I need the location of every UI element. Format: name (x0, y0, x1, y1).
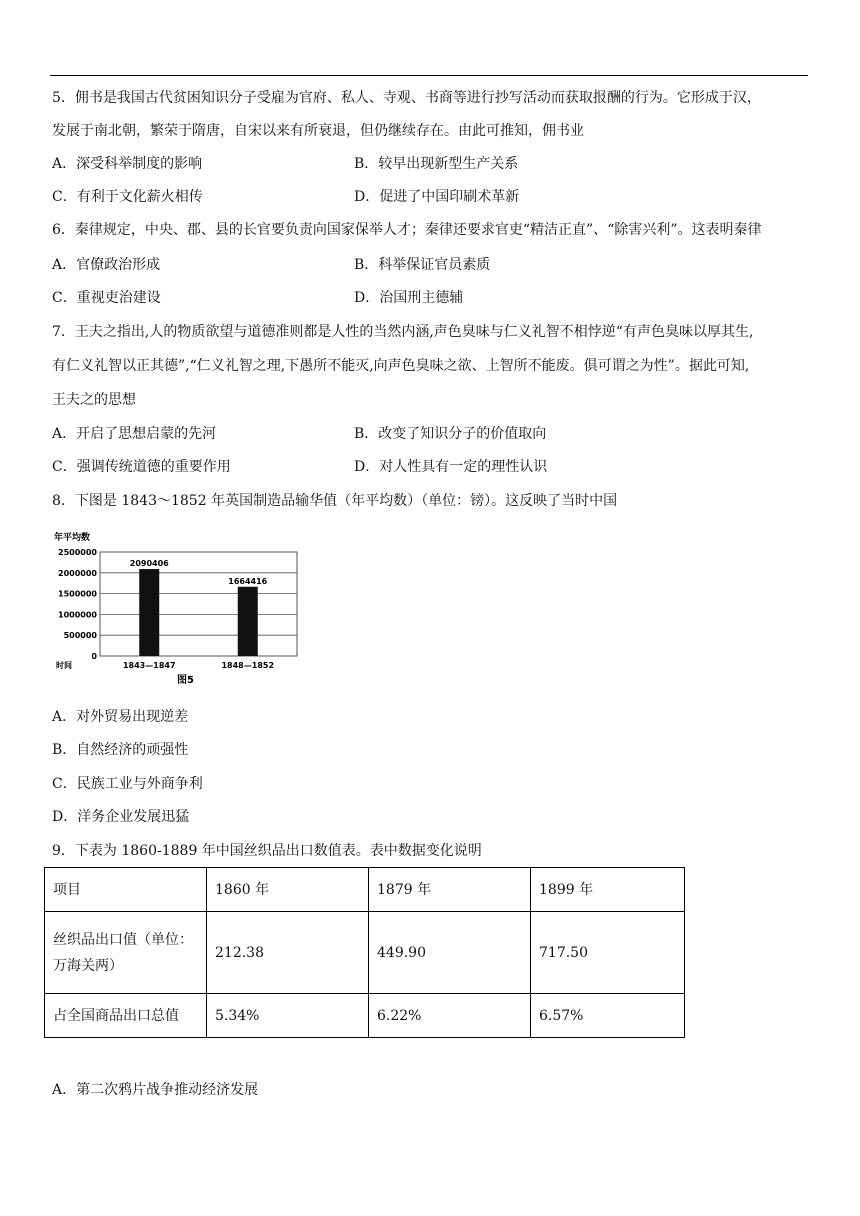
header-rule (50, 75, 808, 76)
table-row (45, 994, 685, 1038)
q5-stem-line1: 5．佣书是我国古代贫困知识分子受雇为官府、私人、寺观、书商等进行抄写活动而获取报酬的行为。它形成于汉， (52, 90, 761, 106)
table-cell: 212.38 (207, 912, 369, 994)
q7-option-b: B．改变了知识分子的价值取向 (354, 426, 547, 442)
chart-value-label: 1664416 (228, 576, 268, 586)
table-cell: 6.57% (531, 994, 685, 1038)
q5-option-c: C．有利于文化薪火相传 (52, 189, 203, 205)
table-row-label (45, 912, 207, 994)
q7-stem-line1: 7．王夫之指出,人的物质欲望与道德准则都是人性的当然内涵,声色臭味与仁义礼智不相悖逆“有声色臭味以厚其生, (52, 324, 754, 340)
q6-option-a: A．官僚政治形成 (52, 257, 161, 273)
table-header-cell: 1899 年 (531, 868, 685, 912)
chart-value-label: 2090406 (129, 559, 169, 569)
q7-stem-line2: 有仁义礼智以正其德”,“仁义礼智之理,下愚所不能灭,向声色臭味之欲、上智所不能废。俱可谓之为性”。据此可知, (52, 358, 750, 374)
q8-option-c: C．民族工业与外商争利 (52, 776, 203, 792)
table-row-label: 占全国商品出口总值 (45, 994, 207, 1038)
table-cell: 717.50 (531, 912, 685, 994)
table-header-cell: 1860 年 (207, 868, 369, 912)
q5-option-b: B．较早出现新型生产关系 (354, 156, 519, 172)
q8-option-b: B．自然经济的顽强性 (52, 742, 189, 758)
q6-stem-line1: 6．秦律规定，中央、郡、县的长官要负责向国家保举人才；秦律还要求官吏“精洁正直”、“除害兴利”。这表明秦律 (52, 222, 762, 238)
chart-category-label: 1843—1847 (122, 661, 176, 670)
silk-export-table (44, 867, 685, 1038)
chart-caption: 图5 (177, 675, 194, 686)
chart-bar (238, 587, 258, 656)
chart-ytick-label: 2500000 (58, 548, 97, 557)
table-cell: 6.22% (369, 994, 531, 1038)
chart-ytick-label: 0 (91, 652, 97, 661)
table-cell: 5.34% (207, 994, 369, 1038)
chart-ytick-label: 1000000 (58, 610, 97, 620)
q9-option-a: A．第二次鸦片战争推动经济发展 (52, 1082, 259, 1098)
table-row-label-line1: 丝织品出口值（单位： (53, 931, 193, 948)
q7-option-a: A．开启了思想启蒙的先河 (52, 426, 217, 442)
q5-option-d: D．促进了中国印刷术革新 (354, 189, 520, 205)
chart-ylabel: 年平均数 (54, 533, 91, 543)
table-header-cell: 1879 年 (369, 868, 531, 912)
bar-chart (52, 530, 312, 690)
q6-option-d: D．治国刑主德辅 (354, 290, 464, 306)
q7-option-d: D．对人性具有一定的理性认识 (354, 459, 548, 475)
chart-ytick-label: 1500000 (58, 589, 97, 599)
table-header-row (45, 868, 685, 912)
chart-plot-area (58, 548, 297, 670)
chart-category-label: 1848—1852 (221, 661, 275, 670)
table-row (45, 912, 685, 994)
q8-option-a: A．对外贸易出现逆差 (52, 709, 189, 725)
q8-stem-line1: 8．下图是 1843～1852 年英国制造品输华值（年平均数）（单位：镑）。这反映了当时中国 (52, 493, 618, 509)
chart-xlabel: 时间 (56, 661, 72, 670)
table-cell: 449.90 (369, 912, 531, 994)
q7-stem-line3: 王夫之的思想 (52, 392, 136, 408)
q6-option-c: C．重视吏治建设 (52, 290, 161, 306)
table-header-cell: 项目 (45, 868, 207, 912)
chart-ytick-label: 500000 (63, 631, 97, 641)
q6-option-b: B．科举保证官员素质 (354, 257, 491, 273)
q5-stem-line2: 发展于南北朝，繁荣于隋唐，自宋以来有所衰退，但仍继续存在。由此可推知，佣书业 (52, 123, 584, 139)
chart-ytick-label: 2000000 (58, 568, 97, 578)
q8-option-d: D．洋务企业发展迅猛 (52, 809, 190, 825)
chart-bar (139, 569, 159, 656)
q9-stem-line1: 9．下表为 1860-1889 年中国丝织品出口数值表。表中数据变化说明 (52, 843, 482, 859)
q7-option-c: C．强调传统道德的重要作用 (52, 459, 231, 475)
table-row-label-line2: 万海关两） (53, 957, 123, 974)
q5-option-a: A．深受科举制度的影响 (52, 156, 203, 172)
